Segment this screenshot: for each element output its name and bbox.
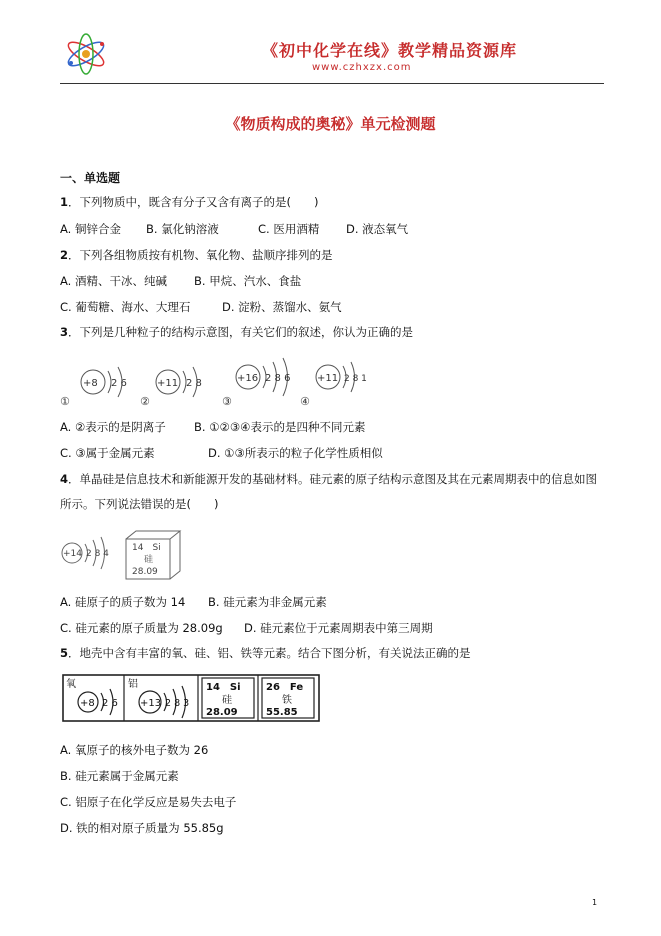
option-c: C. 医用酒精 [258,222,320,236]
question-4-stem-line1: 4．单晶硅是信息技术和新能源开发的基础材料。硅元素的原子结构示意图及其在元素周期表中的信息如图 [60,472,598,486]
diagram-mark: ③ [222,395,232,408]
element-cell-silicon [202,678,254,718]
atom-diagram-3 [222,358,290,408]
option-b: B. 氯化钠溶液 [146,222,219,236]
element-name: 硅 [144,555,154,565]
option-b: B. 硅元素为非金属元素 [208,595,327,609]
electron-shells: 2 8 4 [86,549,109,559]
atom-diagram-2 [140,367,202,408]
question-5-option-b: B. 硅元素属于金属元素 [60,769,179,783]
electron-shells: 2 8 [186,378,202,389]
page-number: 1 [592,898,598,907]
option-a: A. 酒精、干冰、纯碱 [60,274,167,288]
oxygen-atom-diagram [66,677,118,715]
electron-shells: 2 6 [102,698,118,709]
nucleus-charge: +14 [63,549,82,559]
document-title: 《物质构成的奥秘》单元检测题 [225,115,436,133]
option-a: A. ②表示的是阴离子 [60,420,166,434]
question-2-options-row2 [60,299,342,315]
element-cell-iron [262,678,314,718]
nucleus-charge: +16 [237,373,259,384]
option-b: B. ①②③④表示的是四种不同元素 [194,420,366,434]
diagram-mark: ② [140,395,150,408]
option-d: D. 淀粉、蒸馏水、氨气 [222,300,342,314]
section-heading: 一、单选题 [60,171,121,185]
option-d: D. ①③所表示的粒子化学性质相似 [208,446,383,460]
nucleus-charge: +11 [157,378,179,389]
option-b: B. 甲烷、汽水、食盐 [194,274,302,288]
element-name: 硅 [222,695,232,706]
nucleus-charge: +8 [83,378,98,389]
nucleus-charge: +13 [140,698,162,709]
elements-figure [62,674,320,722]
nucleus-charge: +11 [317,373,339,384]
question-5-option-c: C. 铝原子在化学反应是易失去电子 [60,795,237,809]
atomic-mass: 55.85 [266,707,298,718]
silicon-figure [60,527,190,583]
header-url: www.czhxzx.com [312,62,412,73]
atom-diagram-1 [60,367,127,408]
question-2-stem: 2．下列各组物质按有机物、氧化物、盐顺序排列的是 [60,248,333,262]
question-5-option-d: D. 铁的相对原子质量为 55.85g [60,821,224,835]
electron-shells: 2 8 3 [165,698,190,709]
option-c: C. 硅元素的原子质量为 28.09g [60,621,223,635]
option-d: D. 硅元素位于元素周期表中第三周期 [244,621,433,635]
element-name: 铁 [282,695,292,706]
electron-shells: 2 8 1 [344,374,367,384]
question-2-options-row1 [60,273,301,289]
option-d: D. 液态氧气 [346,222,409,236]
nucleus-charge: +8 [80,698,95,709]
question-4-options-row2 [60,620,433,636]
electron-shells: 2 8 6 [265,373,291,384]
diagram-mark: ④ [300,395,310,408]
atomic-number-symbol: 14 Si [132,543,161,553]
header-divider [60,83,604,84]
atom-diagram-4 [300,362,367,408]
question-3-stem: 3．下列是几种粒子的结构示意图，有关它们的叙述，你认为正确的是 [60,325,414,339]
question-3-options-row1 [60,419,365,435]
diagram-mark: ① [60,395,70,408]
option-c: C. 葡萄糖、海水、大理石 [60,300,191,314]
question-4-stem-line2: 所示。下列说法错误的是( ) [60,497,219,511]
question-3-options-row2 [60,445,383,461]
atomic-number-symbol: 26 Fe [266,682,304,693]
header-title: 《初中化学在线》教学精品资源库 [262,41,518,60]
option-a: A. 铜锌合金 [60,222,121,236]
atom-logo-icon [62,30,110,78]
atom-structure-diagrams [60,353,367,411]
option-a: A. 硅原子的质子数为 14 [60,595,186,609]
electron-shells: 2 6 [111,378,127,389]
question-5-option-a: A. 氧原子的核外电子数为 26 [60,743,209,757]
question-1-options [60,221,408,237]
page-header [60,26,604,82]
atomic-number-symbol: 14 Si [206,682,241,693]
element-label: 氧 [66,679,76,690]
aluminum-atom-diagram [128,678,189,718]
atomic-mass: 28.09 [132,567,158,577]
option-c: C. ③属于金属元素 [60,446,155,460]
question-5-stem: 5．地壳中含有丰富的氧、硅、铝、铁等元素。结合下图分析，有关说法正确的是 [60,646,471,660]
question-4-options-row1 [60,594,327,610]
atomic-mass: 28.09 [206,707,238,718]
element-cell-silicon [126,531,180,579]
question-1-stem: 1．下列物质中，既含有分子又含有离子的是( ) [60,195,319,209]
element-label: 铝 [128,679,138,690]
